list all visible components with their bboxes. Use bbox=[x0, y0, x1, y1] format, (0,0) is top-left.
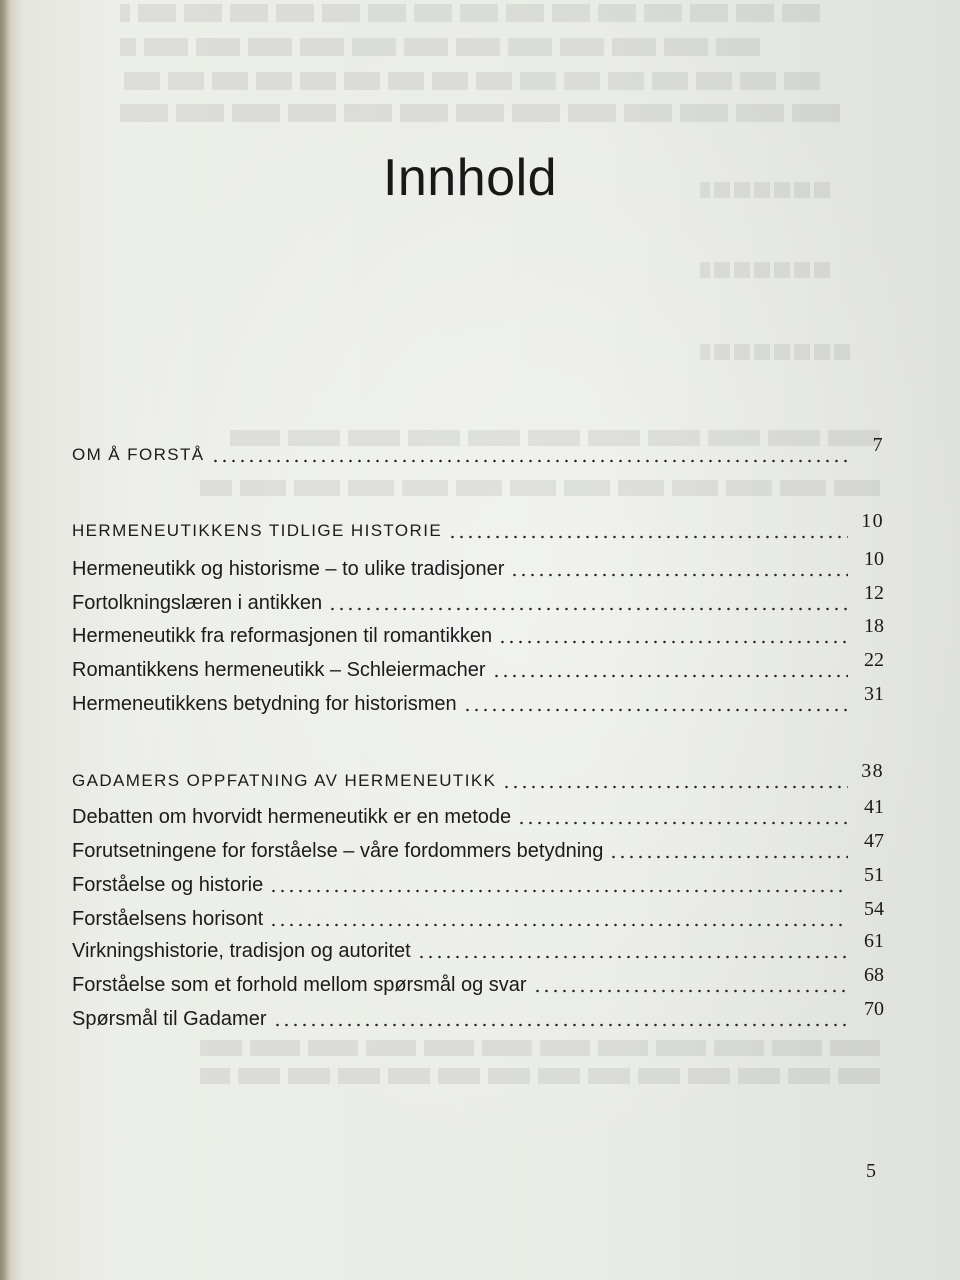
toc-item bbox=[72, 649, 884, 683]
dot-leader bbox=[510, 573, 848, 577]
toc-page-number: 70 bbox=[864, 998, 884, 1020]
toc-page-number: 22 bbox=[864, 649, 884, 671]
dot-leader bbox=[417, 955, 848, 959]
toc-page-number: 10 bbox=[861, 510, 884, 532]
toc-page-number: 51 bbox=[864, 864, 884, 886]
toc-item-label: Fortolkningslæren i antikken bbox=[72, 592, 323, 614]
dot-leader bbox=[269, 923, 848, 927]
toc-page-number: 41 bbox=[864, 796, 884, 818]
toc-item bbox=[72, 548, 884, 582]
toc-section-label: OM Å FORSTÅ bbox=[72, 445, 205, 464]
dot-leader bbox=[448, 535, 848, 539]
toc-section-label: GADAMERS OPPFATNING AV HERMENEUTIKK bbox=[72, 771, 497, 790]
toc-page-number: 7 bbox=[872, 434, 884, 456]
toc-item bbox=[72, 898, 884, 932]
toc-item-label: Forståelse som et forhold mellom spørsmål og svar bbox=[72, 974, 527, 996]
dot-leader bbox=[492, 674, 848, 678]
toc-section-heading bbox=[72, 760, 884, 794]
toc-page-number: 18 bbox=[864, 615, 884, 637]
toc-section-heading bbox=[72, 434, 884, 468]
toc-page-number: 12 bbox=[864, 582, 884, 604]
dot-leader bbox=[269, 889, 848, 893]
dot-leader bbox=[273, 1023, 849, 1027]
toc-item-label: Forståelsens horisont bbox=[72, 908, 264, 930]
dot-leader bbox=[533, 989, 848, 993]
toc-item-label: Forståelse og historie bbox=[72, 874, 264, 896]
dot-leader bbox=[463, 708, 848, 712]
toc-page-number: 68 bbox=[864, 964, 884, 986]
toc-page-number: 31 bbox=[864, 683, 884, 705]
toc-item-label: Virkningshistorie, tradisjon og autoritet bbox=[72, 940, 411, 962]
toc-item-label: Romantikkens hermeneutikk – Schleiermacher bbox=[72, 659, 486, 681]
toc-page-number: 10 bbox=[864, 548, 884, 570]
toc-item bbox=[72, 796, 884, 830]
dot-leader bbox=[609, 855, 848, 859]
dot-leader bbox=[211, 459, 848, 463]
dot-leader bbox=[517, 821, 848, 825]
toc-item-label: Forutsetningene for forståelse – våre fordommers betydning bbox=[72, 840, 604, 862]
toc-item bbox=[72, 582, 884, 616]
toc-page-number: 61 bbox=[864, 930, 884, 952]
page-title: Innhold bbox=[382, 149, 558, 207]
toc-item-label: Hermeneutikk fra reformasjonen til romantikken bbox=[72, 625, 493, 647]
toc-item-label: Spørsmål til Gadamer bbox=[72, 1008, 267, 1030]
toc-page-number: 54 bbox=[864, 898, 884, 920]
toc-page-number: 47 bbox=[864, 830, 884, 852]
toc-item bbox=[72, 998, 884, 1032]
toc-item bbox=[72, 930, 884, 964]
toc-item bbox=[72, 964, 884, 998]
toc-section-heading bbox=[72, 510, 884, 544]
folio-page-number: 5 bbox=[866, 1160, 876, 1182]
toc-item bbox=[72, 683, 884, 717]
dot-leader bbox=[498, 640, 848, 644]
toc-item bbox=[72, 864, 884, 898]
dot-leader bbox=[502, 785, 848, 789]
toc-item bbox=[72, 615, 884, 649]
toc-item bbox=[72, 830, 884, 864]
toc-item-label: Hermeneutikk og historisme – to ulike tradisjoner bbox=[72, 558, 505, 580]
toc-page-number: 38 bbox=[861, 760, 884, 782]
toc-section-label: HERMENEUTIKKENS TIDLIGE HISTORIE bbox=[72, 521, 443, 540]
toc-item-label: Hermeneutikkens betydning for historismen bbox=[72, 693, 457, 715]
dot-leader bbox=[328, 607, 848, 611]
toc-item-label: Debatten om hvorvidt hermeneutikk er en metode bbox=[72, 806, 512, 828]
